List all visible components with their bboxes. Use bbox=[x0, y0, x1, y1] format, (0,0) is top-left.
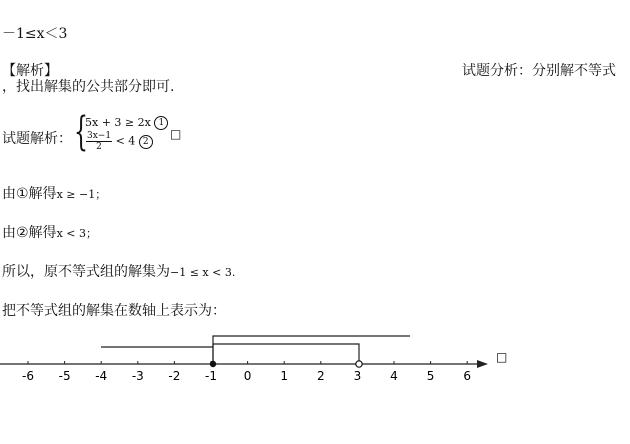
numberline-caption: 把不等式组的解集在数轴上表示为： bbox=[2, 303, 226, 319]
tick-label: 6 bbox=[463, 369, 472, 383]
step-1 bbox=[2, 183, 106, 203]
step-2-text: 由②解得 bbox=[2, 225, 57, 241]
tick-label: -6 bbox=[22, 369, 34, 383]
extra-range-line-right bbox=[213, 336, 410, 364]
tick-label: 0 bbox=[243, 369, 252, 383]
step-2 bbox=[2, 222, 97, 242]
tick-label: 5 bbox=[426, 369, 435, 383]
conclusion-math: −1 ≤ x < 3. bbox=[170, 266, 236, 279]
answer-line: －1≤x＜3 bbox=[2, 26, 68, 42]
inequality-2-rhs: < 4 bbox=[115, 134, 136, 148]
tick-label: -1 bbox=[205, 369, 217, 383]
system-brace: { bbox=[74, 109, 88, 155]
solid-endpoint bbox=[210, 361, 216, 367]
analysis-hint: 试题分析：分别解不等式 bbox=[462, 63, 616, 79]
analysis-hint-continued: ，找出解集的公共部分即可. bbox=[2, 79, 175, 95]
placeholder-box: □ bbox=[170, 127, 182, 141]
inequality-1-expr: 5x + 3 ≥ 2x bbox=[85, 116, 151, 129]
axis-arrow bbox=[477, 360, 488, 368]
numberline-placeholder-box: □ bbox=[496, 350, 508, 364]
inequality-2-mark: 2 bbox=[139, 135, 153, 149]
step-2-math: x < 3； bbox=[56, 227, 97, 240]
inequality-1-mark: 1 bbox=[154, 116, 168, 130]
tick-label: 2 bbox=[316, 369, 325, 383]
tick-label: -2 bbox=[168, 369, 181, 383]
analysis-heading: 【解析】 bbox=[2, 63, 58, 79]
conclusion-text: 所以，原不等式组的解集为 bbox=[2, 264, 170, 280]
inequality-1 bbox=[85, 116, 168, 130]
tick-label: 4 bbox=[390, 369, 398, 383]
number-line bbox=[0, 330, 630, 390]
tick-label: -4 bbox=[95, 369, 108, 383]
tick-label: 3 bbox=[353, 369, 362, 383]
conclusion bbox=[2, 261, 235, 281]
step-1-math: x ≥ −1； bbox=[56, 188, 107, 201]
step-1-text: 由①解得 bbox=[2, 186, 57, 202]
inequality-2-numerator: 3x−1 bbox=[87, 131, 112, 141]
inequality-2-fraction bbox=[86, 131, 112, 152]
tick-label: -3 bbox=[131, 369, 144, 383]
tick-label: -5 bbox=[58, 369, 71, 383]
tick-label: 1 bbox=[280, 369, 289, 383]
solution-label: 试题解析： bbox=[2, 131, 72, 147]
inequality-2-denominator: 2 bbox=[96, 142, 102, 152]
inequality-2 bbox=[86, 131, 153, 152]
open-endpoint bbox=[356, 361, 362, 367]
solution-bracket bbox=[213, 344, 359, 364]
